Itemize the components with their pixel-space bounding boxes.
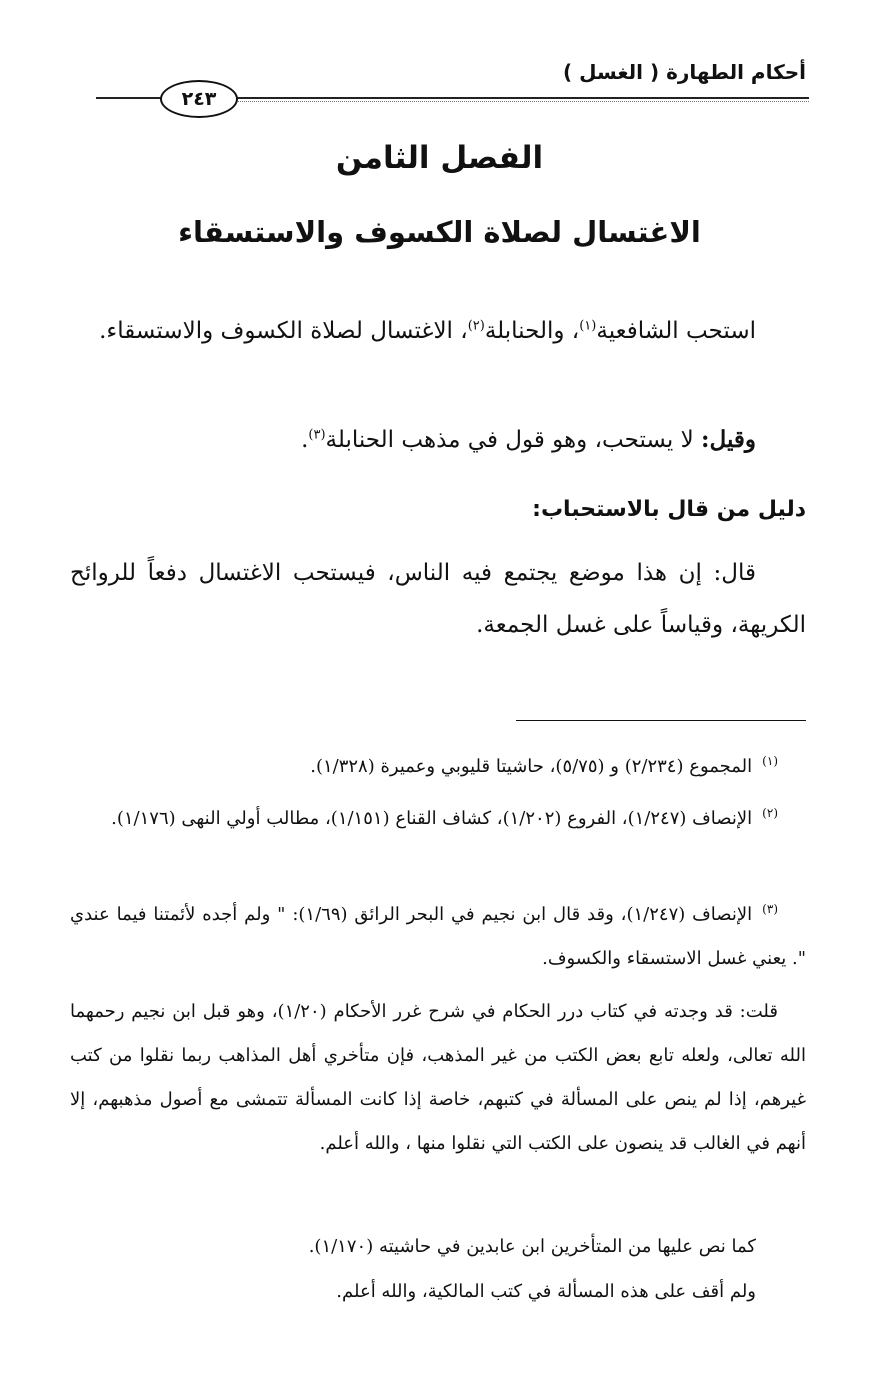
paragraph-2-end: . [301,427,309,453]
paragraph-2 [70,414,806,466]
page-number-badge [160,80,238,118]
footnote-separator [516,720,806,721]
footnote-2-mark: (٢) [762,806,778,820]
chapter-title: الفصل الثامن [335,140,544,176]
footnote-ref-2: (٢) [467,318,485,334]
page-number: ٢٤٣ [181,88,217,110]
footnote-3-text: الإنصاف (١/٢٤٧)، وقد قال ابن نجيم في البحر الرائق (١/٦٩): " ولم أجده لأئمتنا فيما عندي ". يعني غسل الاستسقاء والكسوف. [70,904,806,969]
paragraph-3: قال: إن هذا موضع يجتمع فيه الناس، فيستحب الاغتسال دفعاً للروائح الكريهة، وقياساً على غسل الجمعة. [70,560,806,638]
paragraph-2-keyword: وقيل: [701,426,756,453]
paragraph-2-text: لا يستحب، وهو قول في مذهب الحنابلة [325,427,702,453]
footnote-3-mark: (٣) [762,902,778,916]
evidence-heading: دليل من قال بالاستحباب: [532,497,806,522]
footnote-1-mark: (١) [762,754,778,768]
paragraph-1-part-a: استحب الشافعية [596,318,756,344]
footnote-2-text: الإنصاف (١/٢٤٧)، الفروع (١/٢٠٢)، كشاف القناع (١/١٥١)، مطالب أولي النهى (١/١٧٦). [111,808,753,829]
footnote-3-comment: قلت: قد وجدته في كتاب درر الحكام في شرح غرر الأحكام (١/٢٠)، وهو قبل ابن نجيم رحمهما الله تعالى، ولعله تابع بعض الكتب من غير المذهب، فإن متأخري أهل المذاهب ربما نقلوا من كتب غيرهم، إذا لم ينص على المسألة في كتبهم، خاصة إذا كانت المسألة تتمشى مع أصول مذهبهم، إلا أنهم في الغالب قد ينصون على الكتب التي نقلوا منها ، والله أعلم. [70,1001,806,1154]
running-title: أحكام الطهارة ( الغسل ) [563,60,806,84]
paragraph-1 [70,305,806,357]
footnote-1 [70,745,806,789]
footnote-3 [70,893,806,981]
footnote-3-comment-line-2: كما نص عليها من المتأخرين ابن عابدين في حاشيته (١/١٧٠). [308,1236,756,1257]
footnote-3-comment-line-3: ولم أقف على هذه المسألة في كتب المالكية، والله أعلم. [336,1281,756,1302]
footnote-2 [70,797,806,841]
footnote-ref-3: (٣) [308,427,326,443]
paragraph-1-part-b: ، والحنابلة [484,318,580,344]
paragraph-1-part-c: ، الاغتسال لصلاة الكسوف والاستسقاء. [99,318,468,344]
section-title: الاغتسال لصلاة الكسوف والاستسقاء [178,215,701,249]
header-rule-dotted [230,101,809,102]
footnote-ref-1: (١) [579,318,597,334]
footnote-1-text: المجموع (٢/٢٣٤) و (٥/٧٥)، حاشيتا قليوبي وعميرة (١/٣٢٨). [310,756,753,777]
